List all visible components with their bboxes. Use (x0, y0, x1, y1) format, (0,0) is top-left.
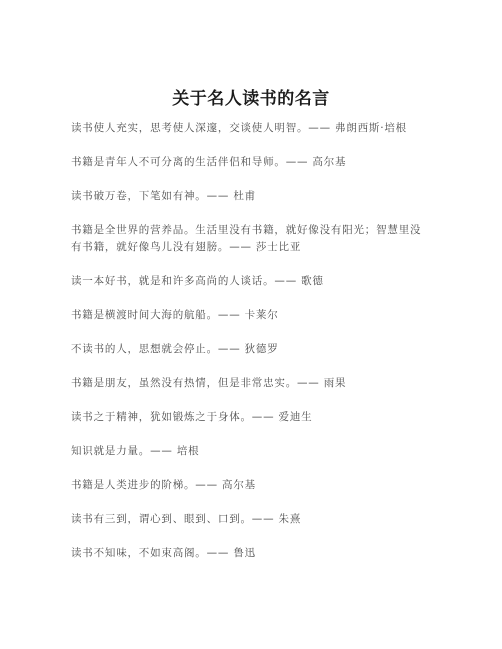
quote-item: 书籍是朋友，虽然没有热情，但是非常忠实。—— 雨果 (71, 377, 347, 389)
quote-item: 书籍是全世界的营养品。生活里没有书籍，就好像没有阳光；智慧里没有书籍，就好像鸟儿没有翅膀。—— 莎士比亚 (71, 224, 422, 253)
quote-item: 读书之于精神，犹如锻炼之于身体。—— 爱迪生 (71, 411, 313, 423)
page-title: 关于名人读书的名言 (172, 89, 330, 110)
quote-item: 书籍是人类进步的阶梯。—— 高尔基 (71, 479, 256, 491)
quote-item: 读一本好书，就是和许多高尚的人谈话。—— 歌德 (71, 275, 324, 287)
quote-item: 书籍是横渡时间大海的航船。—— 卡莱尔 (71, 309, 279, 321)
quote-item: 读书不知味，不如束高阁。—— 鲁迅 (71, 547, 256, 559)
quote-item: 知识就是力量。—— 培根 (71, 445, 200, 457)
quote-item: 读书使人充实，思考使人深邃，交谈使人明智。—— 弗朗西斯·培根 (71, 122, 407, 134)
quote-item: 书籍是青年人不可分离的生活伴侣和导师。—— 高尔基 (71, 156, 347, 168)
quote-item: 读书破万卷，下笔如有神。—— 杜甫 (71, 190, 256, 202)
quote-item: 不读书的人，思想就会停止。—— 狄德罗 (71, 343, 279, 355)
quote-item: 读书有三到，谓心到、眼到、口到。—— 朱熹 (71, 513, 302, 525)
quote-list (71, 120, 431, 579)
